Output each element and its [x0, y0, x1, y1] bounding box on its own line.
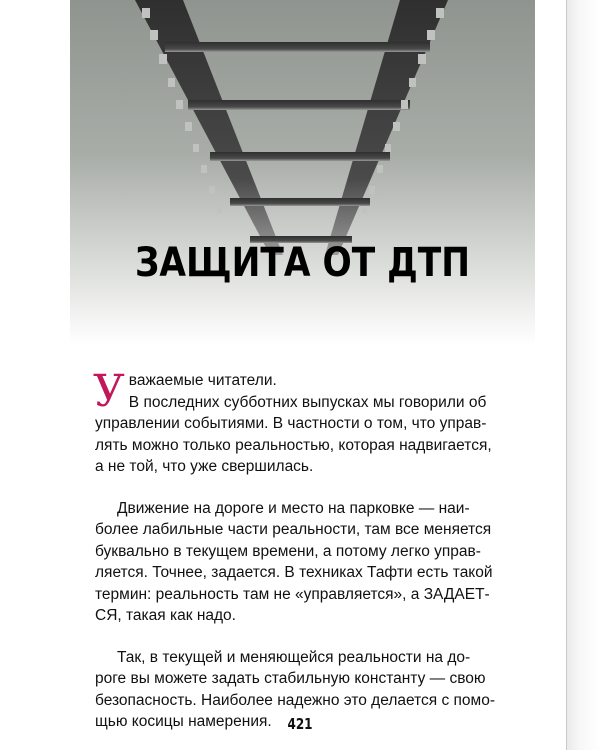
text-line: роге вы можете задать стабильную константу — свою [95, 670, 486, 687]
text-line: СЯ, такая как надо. [95, 607, 236, 624]
chapter-title: ЗАЩИТА ОТ ДТП [134, 240, 471, 286]
text-line: В последних субботних выпусках мы говорили об [128, 393, 487, 411]
text-line: лять можно только реальностью, которая надвигается, [95, 436, 492, 454]
text-line: буквально в текущем времени, а потому легко управ- [95, 542, 481, 560]
text-line: важаемые читатели. [128, 372, 277, 389]
text-line: щью косицы намерения. [95, 713, 272, 730]
text-line: а не той, что уже свершилась. [95, 458, 314, 475]
drop-cap: У [93, 366, 125, 417]
text-line: более лабильные части реальности, там все меняется [95, 521, 492, 538]
text-line: безопасность. Наиболее надежно это делается с помо- [95, 691, 495, 709]
text-line: Так, в текущей и меняющейся реальности на до- [117, 648, 471, 666]
text-line: термин: реальность там не «управляется», а ЗАДАЕТ- [95, 585, 490, 603]
paragraph-1 [93, 366, 515, 478]
page-number: 421 [287, 715, 313, 733]
paragraph-2 [95, 498, 515, 627]
text-line: ляется. Точнее, задается. В техниках Тафти есть такой [95, 564, 493, 581]
page-edge-line [566, 0, 567, 750]
film-strip-illustration [70, 0, 535, 345]
text-line: управлении событиями. В частности о том, что управ- [95, 415, 487, 432]
page-edge-shadow [566, 0, 600, 750]
article-body [93, 366, 515, 753]
text-line: Движение на дороге и место на парковке — наи- [117, 499, 470, 517]
